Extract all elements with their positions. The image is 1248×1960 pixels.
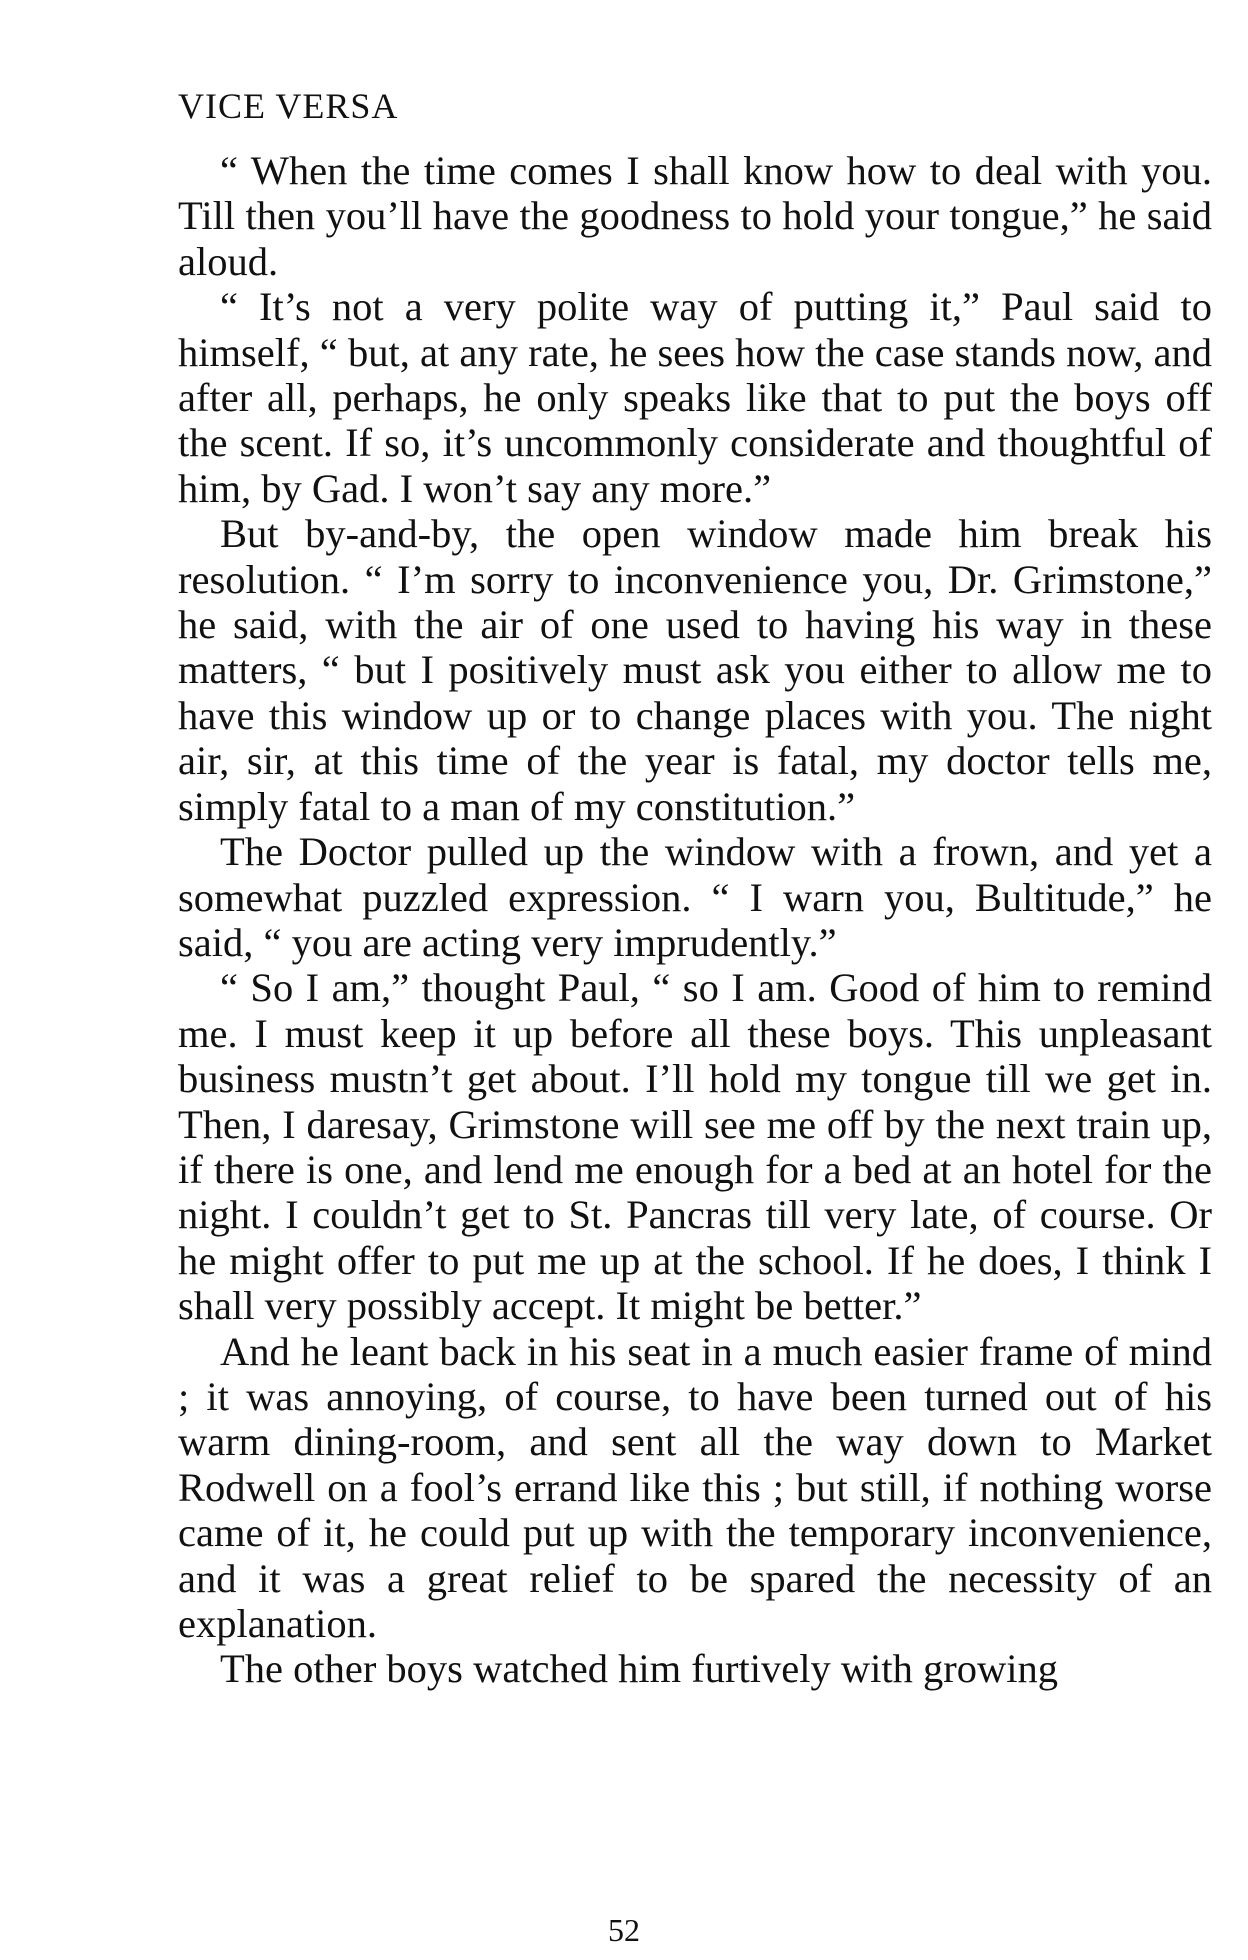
paragraph: The other boys watched him furtively with growing: [220, 1646, 1058, 1692]
paragraph: And he leant back in his seat in a much easier frame of mind ; it was annoying, of course, to have been turned out of his warm dining-room, and sent all the way down to Market Rodwell on a fool’s errand like this ; but still, if nothing worse came of it, he could put up with the temporary inconvenience, and it was a great relief to be spared the necessity of an explanation.: [178, 1328, 1212, 1646]
page-number: 52: [608, 1912, 640, 1948]
paragraph: “ When the time comes I shall know how to deal with you. Till then you’ll have the goodness to hold your tongue,” he said aloud.: [178, 148, 1212, 284]
running-head: VICE VERSA: [178, 86, 399, 126]
paragraph: But by-and-by, the open window made him break his resolution. “ I’m sorry to inconvenience you, Dr. Grimstone,” he said, with the air of one used to having his way in these matters, “ but I positively must ask you either to allow me to have this window up or to change places with you. The night air, sir, at this time of the year is fatal, my doctor tells me, simply fatal to a man of my constitution.”: [178, 511, 1212, 829]
body-text: [178, 148, 1212, 1692]
paragraph: “ So I am,” thought Paul, “ so I am. Good of him to remind me. I must keep it up before all these boys. This unpleasant business mustn’t get about. I’ll hold my tongue till we get in. Then, I daresay, Grimstone will see me off by the next train up, if there is one, and lend me enough for a bed at an hotel for the night. I couldn’t get to St. Pancras till very late, of course. Or he might offer to put me up at the school. If he does, I think I shall very possibly accept. It might be better.”: [178, 965, 1212, 1329]
paragraph: “ It’s not a very polite way of putting it,” Paul said to himself, “ but, at any rate, he sees how the case stands now, and after all, perhaps, he only speaks like that to put the boys off the scent. If so, it’s uncommonly considerate and thoughtful of him, by Gad. I won’t say any more.”: [178, 284, 1212, 511]
paragraph: The Doctor pulled up the window with a frown, and yet a somewhat puzzled expression. “ I warn you, Bultitude,” he said, “ you are acting very imprudently.”: [178, 829, 1212, 965]
